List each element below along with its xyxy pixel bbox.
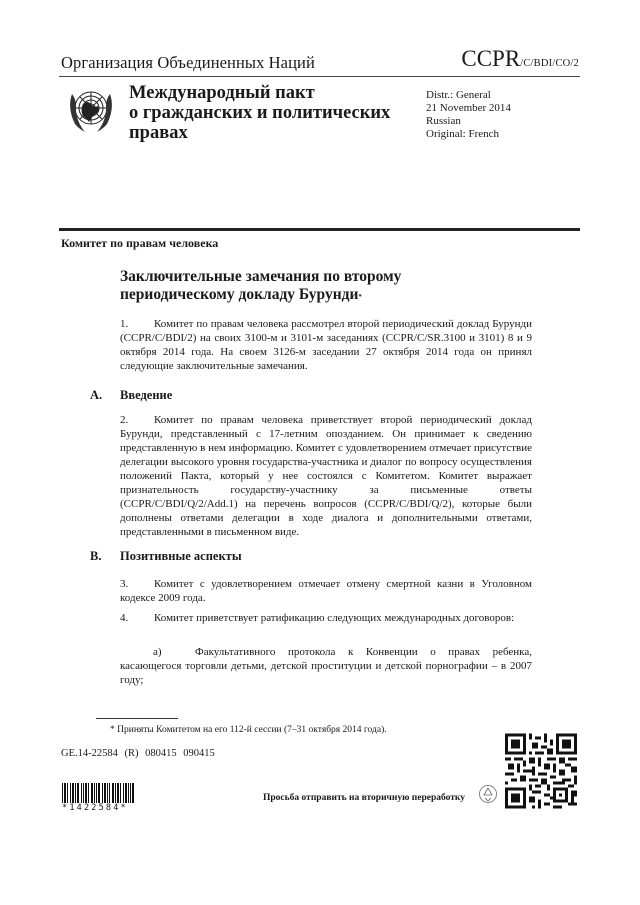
footnote: * Приняты Комитетом на его 112-й сессии (7–31 октября 2014 года). <box>110 725 387 735</box>
distr-general: Distr.: General <box>426 89 491 101</box>
distr-language: Russian <box>426 115 461 127</box>
section-letter: B. <box>90 549 102 563</box>
paragraph-3 <box>120 577 532 605</box>
symbol-main: CCPR <box>461 46 521 71</box>
paragraph-text: Комитет по правам человека рассмотрел второй периодический доклад Бурунди (CCPR/C/BDI/2) на своих 3100-м и 3101-м заседаниях (CCPR/C/SR.3100 и 3101) 8 и 9 октября 2014 года. На своем 3126-м заседании 27 октября 2014 года он принял следующие заключительные замечания. <box>120 318 532 372</box>
qr-code-icon <box>505 733 577 809</box>
sub-item-label: a) <box>153 646 162 658</box>
un-emblem-icon <box>63 80 119 136</box>
section-title: Введение <box>120 388 173 402</box>
recycle-note: Просьба отправить на вторичную переработку <box>263 793 465 803</box>
paragraph-2 <box>120 413 532 539</box>
covenant-title-line: правах <box>129 123 188 143</box>
header-thick-rule <box>59 228 580 231</box>
paragraph-text: Комитет по правам человека приветствует второй периодический доклад Бурунди, представленный с 17-летним опозданием. Он принимает к сведению представленную в нем информацию. Комитет с удовлетворением отмечает присутствие делегации высокого уровня государства-участника и диалог по вопросу осуществления положений Пакта, который у нее состоялся с Комитетом. Комитет выражает признательность государству-участнику за письменные ответы (CCPR/C/BDI/Q/2/Add.1) на перечень вопросов (CCPR/C/BDI/Q/2), которые были дополнены ответами делегации в ходе диалога и дополнительными ответами, представленными в письменном виде. <box>120 414 532 538</box>
header-rule <box>59 76 580 77</box>
section-letter: A. <box>90 388 103 402</box>
barcode-icon <box>62 783 150 803</box>
barcode-number: *1422584* <box>62 803 128 813</box>
footnote-rule <box>96 718 178 719</box>
paragraph-1 <box>120 317 532 373</box>
organization-name: Организация Объединенных Наций <box>61 53 315 72</box>
distr-date: 21 November 2014 <box>426 102 511 114</box>
job-number: GE.14-22584 (R) 080415 090415 <box>61 748 215 759</box>
document-title-line: Заключительные замечания по второму <box>120 268 402 285</box>
footnote-mark: * <box>358 293 362 301</box>
sub-item-a <box>120 645 532 687</box>
recycle-icon <box>479 784 497 804</box>
paragraph-number: 3. <box>120 578 129 590</box>
paragraph-number: 2. <box>120 414 129 426</box>
paragraph-4 <box>120 611 532 625</box>
document-title <box>120 268 500 304</box>
paragraph-number: 4. <box>120 612 129 624</box>
distribution-info <box>426 89 511 141</box>
document-title-line: периодическому докладу Бурунди <box>120 286 359 303</box>
paragraph-number: 1. <box>120 318 129 330</box>
distr-original: Original: French <box>426 128 500 140</box>
covenant-title-line: о гражданских и политических <box>129 103 391 123</box>
covenant-title-line: Международный пакт <box>129 83 315 103</box>
committee-name: Комитет по правам человека <box>61 236 219 250</box>
section-a-heading <box>90 388 172 403</box>
paragraph-text: Комитет приветствует ратификацию следующих международных договоров: <box>154 612 515 624</box>
covenant-title <box>129 83 409 143</box>
section-b-heading <box>90 549 242 564</box>
paragraph-text: Комитет с удовлетворением отмечает отмену смертной казни в Уголовном кодексе 2009 года. <box>120 578 532 604</box>
section-title: Позитивные аспекты <box>120 549 242 563</box>
sub-item-text: Факультативного протокола к Конвенции о правах ребенка, касающегося торговли детьми, детской проституции и детской порнографии – в 2007 году; <box>120 646 532 686</box>
symbol-suffix: /C/BDI/CO/2 <box>520 58 579 69</box>
document-symbol <box>461 46 579 72</box>
